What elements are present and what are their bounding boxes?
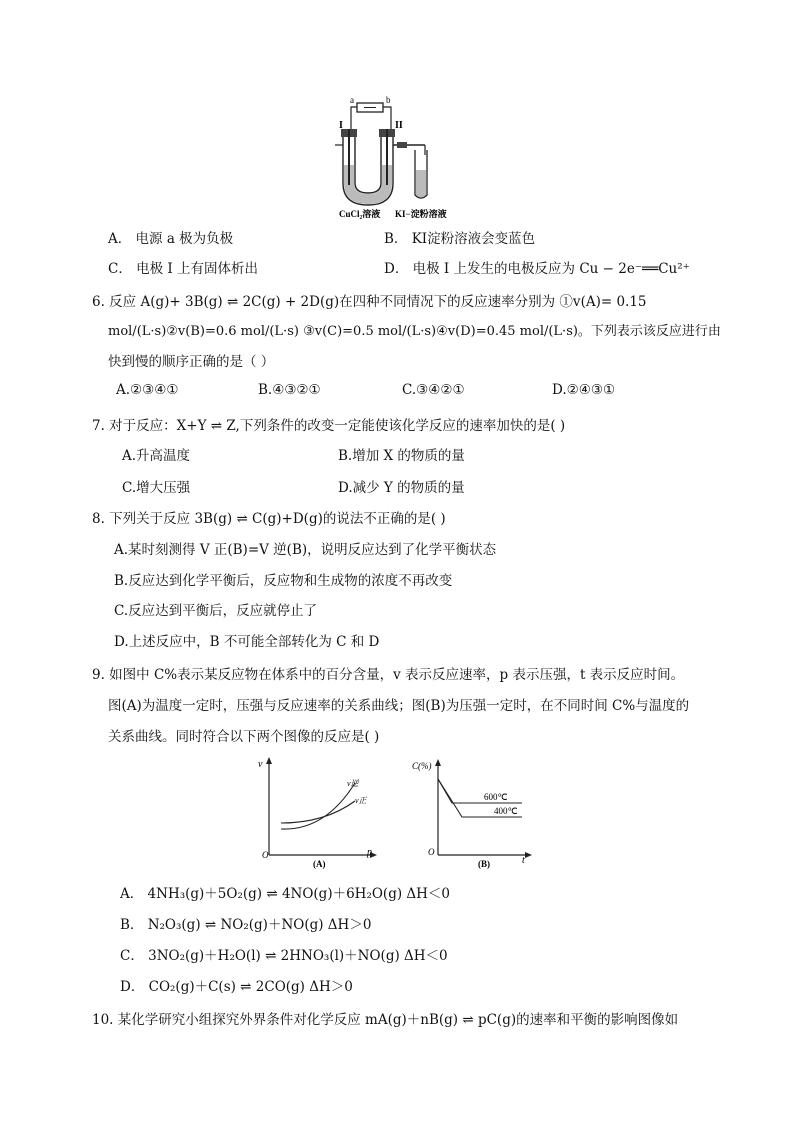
q9-option-a: A． 4NH₃(g)＋5O₂(g) ⇌ 4NO(g)＋6H₂O(g) ΔH＜0 — [120, 886, 451, 902]
q6-option-d: D.②④③① — [552, 382, 616, 398]
graph-b-caption: (B) — [478, 859, 490, 869]
q6-option-a: A.②③④① — [116, 382, 179, 398]
q6-line3: 快到慢的顺序正确的是（ ） — [108, 354, 275, 370]
terminal-a-label: a — [350, 95, 354, 105]
q8-option-c: C.反应达到平衡后，反应就停止了 — [114, 603, 318, 619]
q7-option-d: D.减少 Y 的物质的量 — [338, 480, 465, 496]
q9-line2: 图(A)为温度一定时，压强与反应速率的关系曲线；图(B)为压强一定时，在不同时间 C%与温度的 — [108, 698, 690, 714]
q5-option-a: A． 电源 a 极为负极 — [108, 231, 234, 247]
q8-option-b: B.反应达到化学平衡后，反应物和生成物的浓度不再改变 — [114, 573, 453, 589]
graph-a-rate-vs-pressure — [255, 755, 380, 870]
q6-line2: mol/(L·s)②v(B)=0.6 mol/(L·s) ③v(C)=0.5 mol/(L·s)④v(D)=0.45 mol/(L·s)。下列表示该反应进行由 — [108, 324, 721, 339]
q7-option-a: A.升高温度 — [122, 448, 191, 464]
graph-a-curve2-label: v正 — [355, 796, 367, 805]
graph-b-origin: O — [428, 847, 435, 857]
q9-option-b: B． N₂O₃(g) ⇌ NO₂(g)＋NO(g) ΔH＞0 — [120, 917, 372, 933]
q5-option-c: C． 电极 I 上有固体析出 — [108, 261, 259, 277]
q8-option-d: D.上述反应中，B 不可能全部转化为 C 和 D — [114, 634, 380, 650]
graph-a-origin: O — [262, 850, 269, 860]
q5-option-b: B． KI淀粉溶液会变蓝色 — [384, 231, 536, 247]
q8-stem: 8. 下列关于反应 3B(g) ⇌ C(g)+D(g)的说法不正确的是( ) — [92, 511, 446, 527]
graph-b-content-vs-time — [410, 755, 535, 870]
graph-b-ylabel: C(%) — [412, 761, 432, 771]
q9-line3: 关系曲线。同时符合以下两个图像的反应是( ) — [108, 729, 380, 745]
electrode-I-label: I — [339, 120, 343, 131]
graph-a-curve1-label: v逆 — [347, 779, 359, 788]
caption-cucl2: CuCl₂溶液 — [339, 209, 381, 219]
graph-b-curve2-label: 400℃ — [494, 806, 518, 816]
q7-option-b: B.增加 X 的物质的量 — [338, 448, 465, 464]
electrode-II-label: II — [395, 120, 403, 131]
q6-option-b: B.④③②① — [258, 382, 321, 398]
terminal-b-label: b — [386, 95, 391, 105]
q6-line1: 6. 反应 A(g)+ 3B(g) ⇌ 2C(g) + 2D(g)在四种不同情况下的反应速率分别为 ①v(A)= 0.15 — [92, 294, 647, 310]
caption-ki-starch: KI−淀粉溶液 — [395, 209, 447, 219]
q7-stem: 7. 对于反应：X+Y ⇌ Z,下列条件的改变一定能使该化学反应的速率加快的是( ) — [92, 418, 566, 434]
q8-option-a: A.某时刻测得 V 正(B)=V 逆(B)，说明反应达到了化学平衡状态 — [114, 542, 497, 558]
graph-a-xlabel: p — [367, 847, 372, 858]
graph-a-ylabel: v — [258, 759, 263, 770]
q9-line1: 9. 如图中 C%表示某反应物在体系中的百分含量，v 表示反应速率，p 表示压强，t 表示反应时间。 — [92, 667, 685, 683]
graph-b-xlabel: t — [522, 855, 525, 866]
q9-option-c: C． 3NO₂(g)＋H₂O(l) ⇌ 2HNO₃(l)＋NO(g) ΔH＜0 — [120, 948, 448, 964]
q7-option-c: C.增大压强 — [122, 480, 191, 496]
graph-a-caption: (A) — [313, 859, 326, 869]
q9-option-d: D． CO₂(g)＋C(s) ⇌ 2CO(g) ΔH＞0 — [120, 979, 353, 995]
q10-stem: 10. 某化学研究小组探究外界条件对化学反应 mA(g)＋nB(g) ⇌ pC(g)的速率和平衡的影响图像如 — [92, 1012, 679, 1028]
curve-v-forward — [281, 801, 355, 823]
q6-option-c: C.③④②① — [402, 382, 465, 398]
q5-option-d: D． 电极 I 上发生的电极反应为 Cu − 2e⁻══Cu²⁺ — [384, 261, 690, 277]
graph-b-curve1-label: 600℃ — [484, 792, 508, 802]
electrolysis-apparatus-figure — [335, 95, 470, 220]
